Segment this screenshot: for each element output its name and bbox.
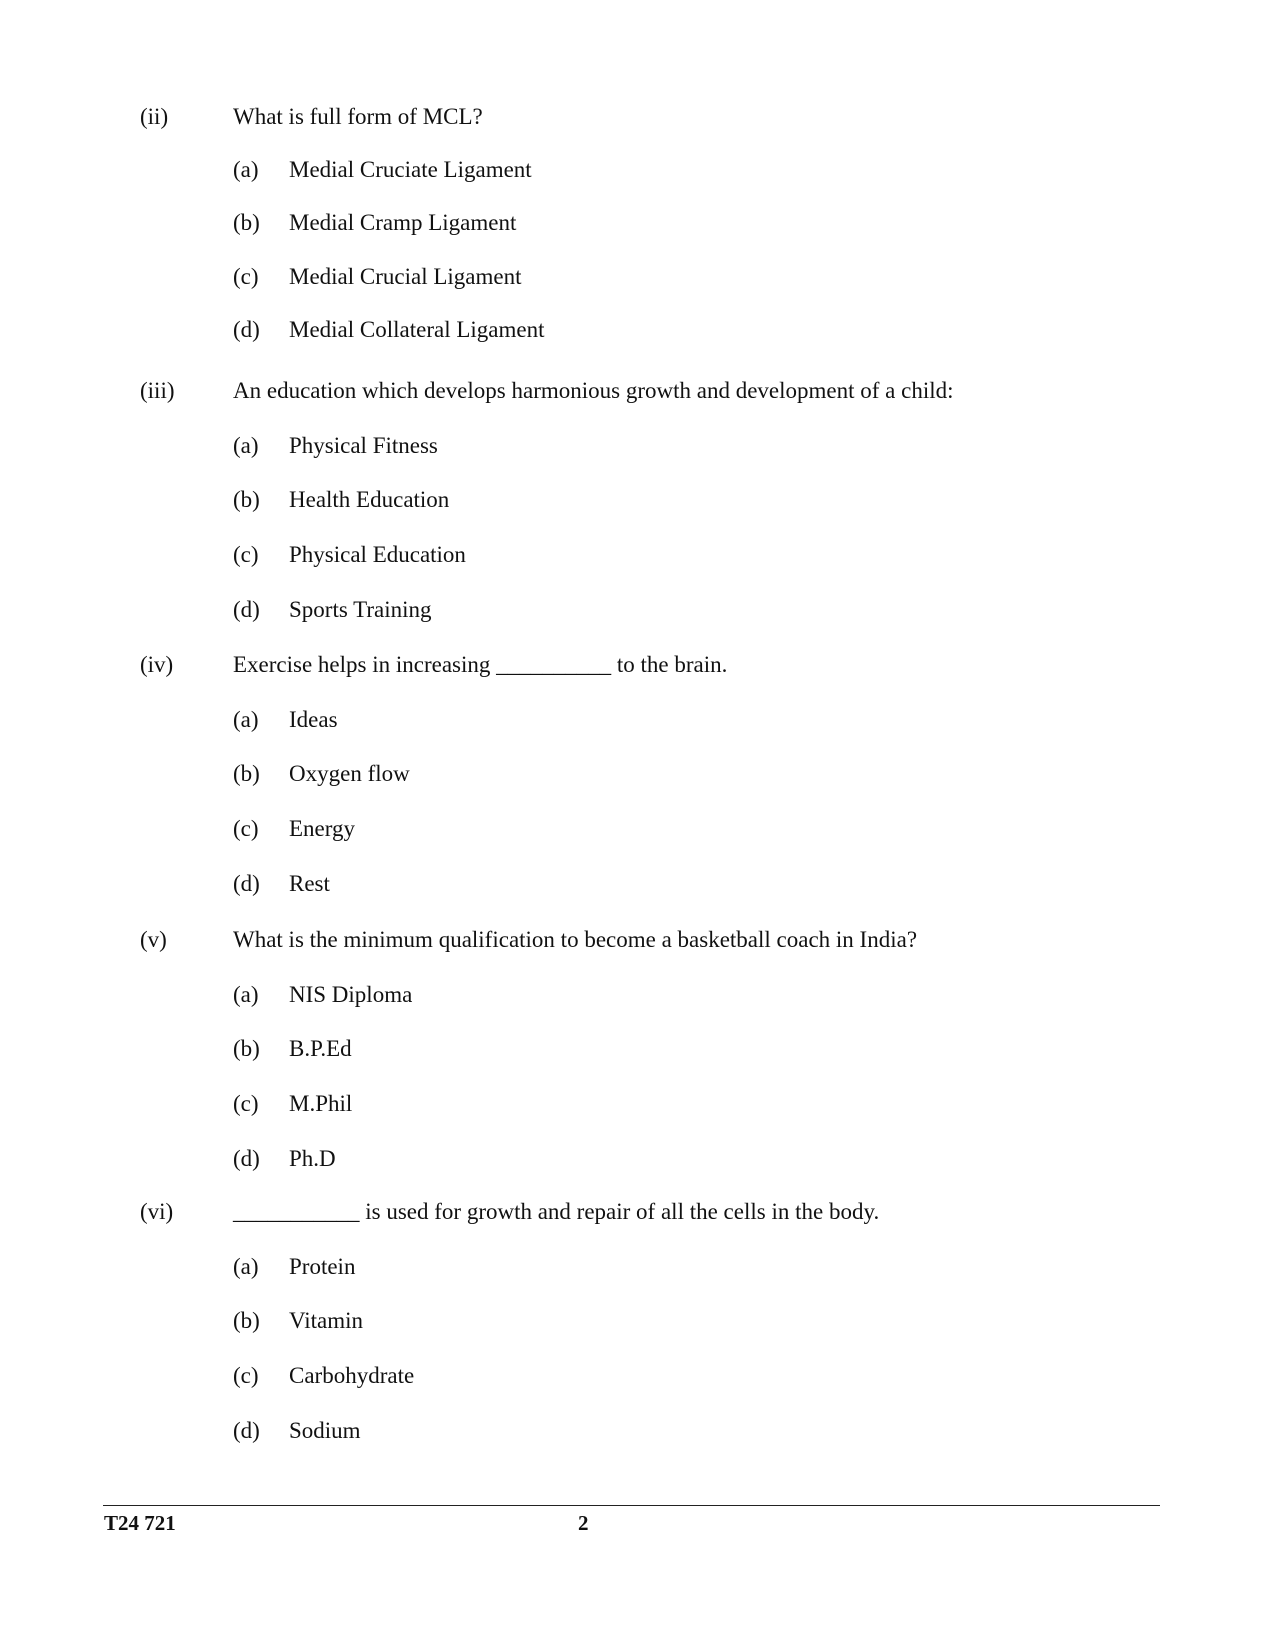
- footer-divider: [103, 1505, 1160, 1506]
- option-text: Medial Collateral Ligament: [289, 317, 545, 342]
- question-text: What is the minimum qualification to become a basketball coach in India?: [233, 927, 918, 952]
- option-text: B.P.Ed: [289, 1036, 352, 1061]
- option-text: Vitamin: [289, 1308, 363, 1333]
- option-text: Medial Crucial Ligament: [289, 264, 522, 289]
- page-number: 2: [578, 1511, 589, 1535]
- option-letter: (b): [233, 1036, 260, 1061]
- option-letter: (b): [233, 1308, 260, 1333]
- option-item: [0, 1361, 1275, 1391]
- option-letter: (d): [233, 597, 260, 622]
- option-text: Protein: [289, 1254, 356, 1279]
- option-letter: (d): [233, 871, 260, 896]
- option-item: [0, 869, 1275, 899]
- question-number: (v): [140, 927, 167, 952]
- option-letter: (a): [233, 707, 259, 732]
- option-item: [0, 814, 1275, 844]
- option-item: [0, 1034, 1275, 1064]
- option-item: [0, 1306, 1275, 1336]
- option-text: Sports Training: [289, 597, 432, 622]
- option-item: [0, 540, 1275, 570]
- question-text: Exercise helps in increasing __________ to the brain.: [233, 652, 728, 677]
- option-item: [0, 759, 1275, 789]
- option-letter: (d): [233, 317, 260, 342]
- question-number: (iii): [140, 378, 175, 403]
- option-item: [0, 1416, 1275, 1446]
- option-item: [0, 208, 1275, 238]
- option-item: [0, 1089, 1275, 1119]
- option-item: [0, 705, 1275, 735]
- option-item: [0, 485, 1275, 515]
- option-text: Oxygen flow: [289, 761, 410, 786]
- option-letter: (c): [233, 542, 259, 567]
- option-text: Sodium: [289, 1418, 361, 1443]
- option-item: [0, 262, 1275, 292]
- option-text: Ideas: [289, 707, 338, 732]
- option-text: Medial Cruciate Ligament: [289, 157, 532, 182]
- option-item: [0, 431, 1275, 461]
- option-item: [0, 315, 1275, 345]
- option-letter: (c): [233, 816, 259, 841]
- option-text: Medial Cramp Ligament: [289, 210, 517, 235]
- option-letter: (b): [233, 761, 260, 786]
- option-text: Energy: [289, 816, 356, 841]
- option-letter: (a): [233, 433, 259, 458]
- option-letter: (c): [233, 264, 259, 289]
- option-text: Ph.D: [289, 1146, 336, 1171]
- option-letter: (d): [233, 1418, 260, 1443]
- option-item: [0, 155, 1275, 185]
- option-text: NIS Diploma: [289, 982, 413, 1007]
- option-letter: (a): [233, 982, 259, 1007]
- option-text: Physical Education: [289, 542, 466, 567]
- paper-code: T24 721: [104, 1511, 176, 1535]
- question-number: (vi): [140, 1199, 174, 1224]
- question-text: What is full form of MCL?: [233, 104, 483, 129]
- option-text: Carbohydrate: [289, 1363, 415, 1388]
- question-text: An education which develops harmonious growth and development of a child:: [233, 378, 954, 403]
- question-number: (iv): [140, 652, 174, 677]
- question-number: (ii): [140, 104, 169, 129]
- option-text: Health Education: [289, 487, 450, 512]
- option-text: M.Phil: [289, 1091, 353, 1116]
- option-item: [0, 595, 1275, 625]
- option-item: [0, 980, 1275, 1010]
- question-text: ___________ is used for growth and repair of all the cells in the body.: [233, 1199, 880, 1224]
- option-letter: (c): [233, 1091, 259, 1116]
- option-letter: (c): [233, 1363, 259, 1388]
- option-text: Physical Fitness: [289, 433, 438, 458]
- option-item: [0, 1144, 1275, 1174]
- option-letter: (a): [233, 1254, 259, 1279]
- option-letter: (d): [233, 1146, 260, 1171]
- option-item: [0, 1252, 1275, 1282]
- option-text: Rest: [289, 871, 330, 896]
- option-letter: (b): [233, 210, 260, 235]
- option-letter: (a): [233, 157, 259, 182]
- option-letter: (b): [233, 487, 260, 512]
